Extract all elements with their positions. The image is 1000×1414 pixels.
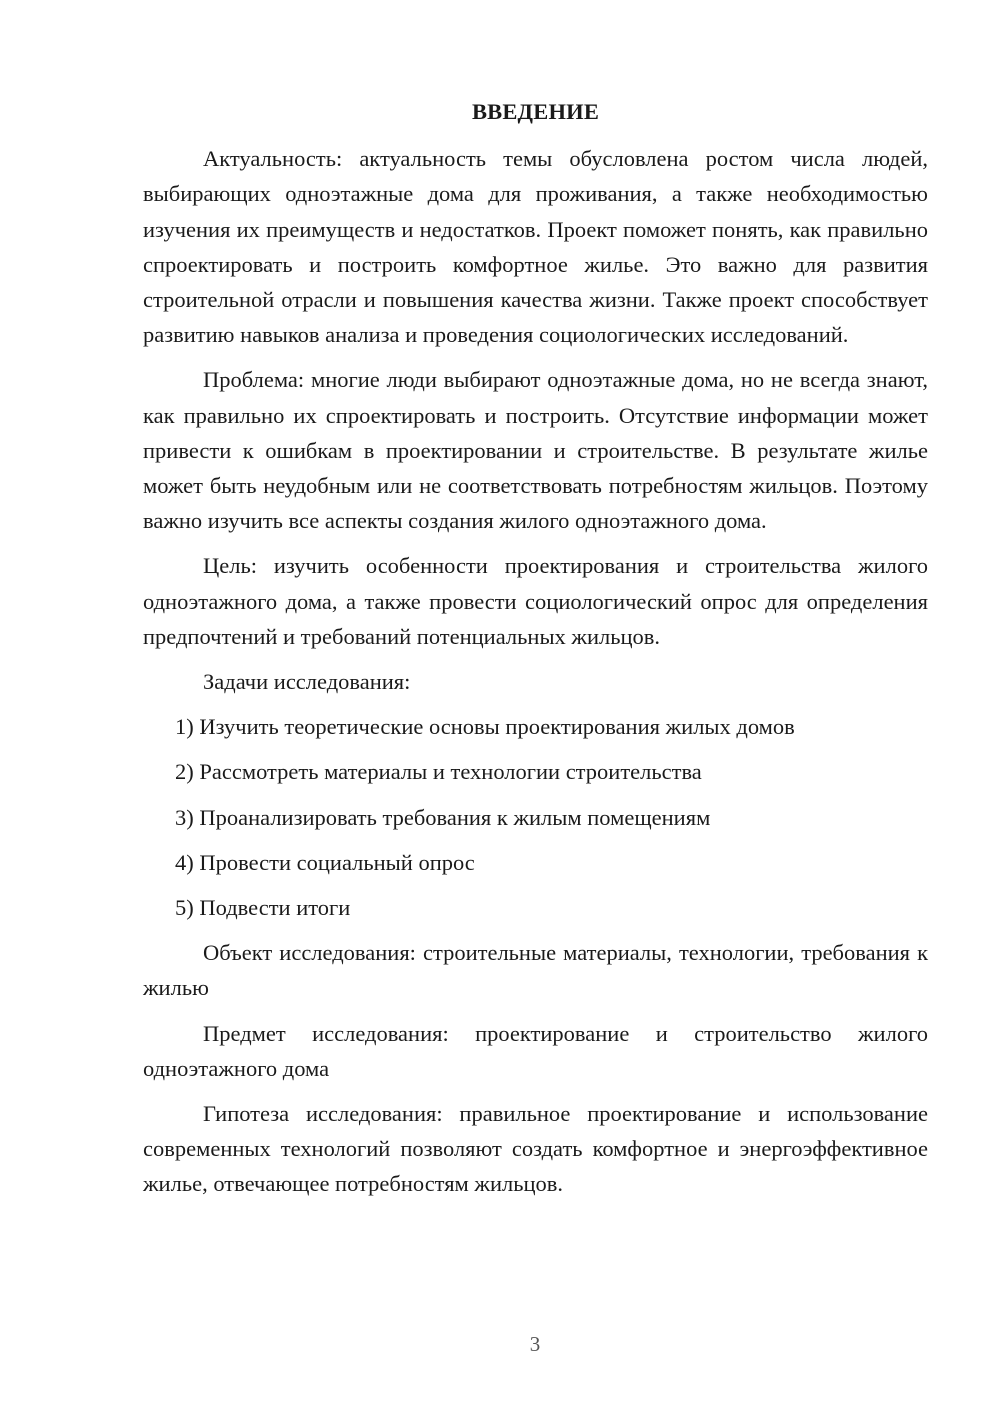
task-item-3: 3) Проанализировать требования к жилым помещениям [175, 804, 711, 830]
task-item-5: 5) Подвести итоги [175, 895, 351, 921]
relevance-paragraph: Актуальность: актуальность темы обусловлена ростом числа людей, выбирающих одноэтажные дома для проживания, а также необходимостью изучения их преимуществ и недостатков. Проект поможет понять, как правильно спроектировать и построить комфортное жилье. Это важно для развития строительной отрасли и повышения качества жизни. Также проект способствует развитию навыков анализа и проведения социологических исследований. [143, 146, 928, 348]
document-body [143, 94, 928, 1212]
hypothesis-paragraph: Гипотеза исследования: правильное проектирование и использование современных технологий позволяют создать комфортное и энергоэффективное жилье, отвечающее потребностям жильцов. [143, 1101, 928, 1197]
task-item-4: 4) Провести социальный опрос [175, 849, 475, 875]
subject-paragraph: Предмет исследования: проектирование и строительство жилого одноэтажного дома [143, 1020, 928, 1081]
task-item-2: 2) Рассмотреть материалы и технологии строительства [175, 759, 702, 785]
goal-paragraph: Цель: изучить особенности проектирования и строительства жилого одноэтажного дома, а также провести социологический опрос для определения предпочтений и требований потенциальных жильцов. [143, 553, 928, 649]
object-paragraph: Объект исследования: строительные материалы, технологии, требования к жилью [143, 940, 928, 1001]
task-item-1: 1) Изучить теоретические основы проектирования жилых домов [175, 714, 795, 740]
tasks-list [143, 709, 928, 925]
problem-paragraph: Проблема: многие люди выбирают одноэтажные дома, но не всегда знают, как правильно их спроектировать и построить. Отсутствие информации может привести к ошибкам в проектировании и строительстве. В результате жилье может быть неудобным или не соответствовать потребностям жильцов. Поэтому важно изучить все аспекты создания жилого одноэтажного дома. [143, 367, 928, 534]
page-title: ВВЕДЕНИЕ [471, 99, 600, 124]
page-number: 3 [529, 1332, 541, 1356]
tasks-heading: Задачи исследования: [203, 669, 411, 695]
